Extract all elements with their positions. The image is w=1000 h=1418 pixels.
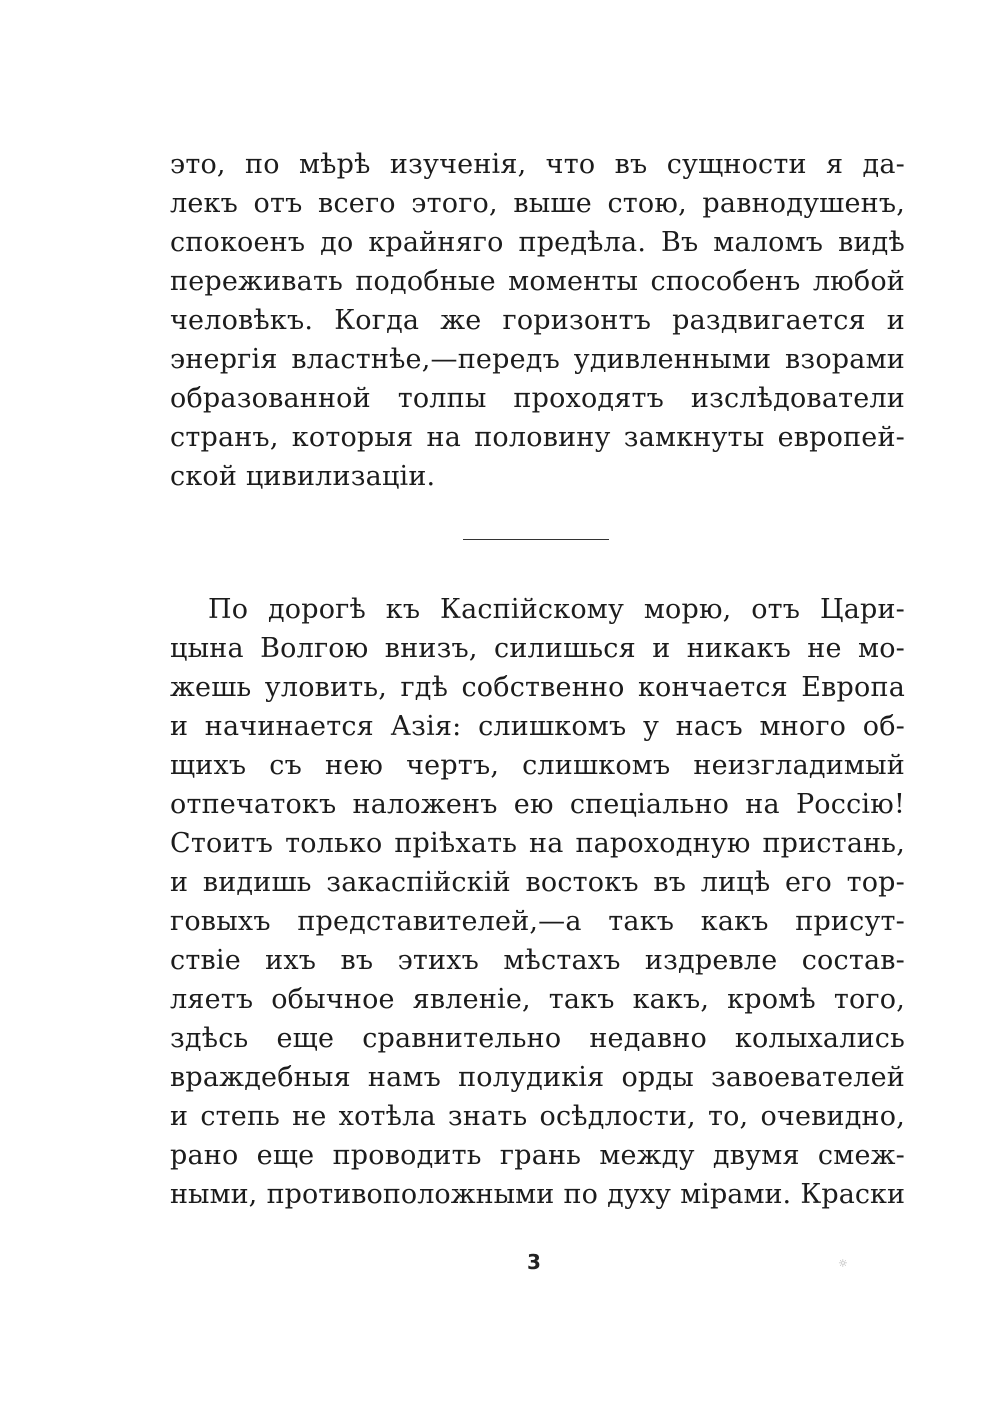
scan-speck-icon: ☼ <box>838 1257 848 1270</box>
text-line: ными, противоположными по духу мірами. Краски <box>170 1179 905 1210</box>
text-line: рано еще проводить грань между двумя смеж- <box>170 1140 905 1171</box>
text-line: ляетъ обычное явленіе, такъ какъ, кромѣ того, <box>170 984 905 1015</box>
paragraph-new-section <box>170 590 905 1214</box>
text-line: ствіе ихъ въ этихъ мѣстахъ издревле состав- <box>170 945 905 976</box>
text-line: энергія властнѣе,—передъ удивленными взорами <box>170 344 905 375</box>
text-line: ской цивилизаціи. <box>170 461 436 492</box>
text-line: цына Волгою внизъ, силишься и никакъ не мо- <box>170 633 905 664</box>
text-line: образованной толпы проходятъ изслѣдователи <box>170 383 905 414</box>
text-line: и степь не хотѣла знать осѣдлости, то, очевидно, <box>170 1101 905 1132</box>
text-line: щихъ съ нею чертъ, слишкомъ неизгладимый <box>170 750 905 781</box>
text-line: враждебныя намъ полудикія орды завоевателей <box>170 1062 905 1093</box>
text-line: говыхъ представителей,—а такъ какъ присут- <box>170 906 905 937</box>
text-line: странъ, которыя на половину замкнуты европей- <box>170 422 905 453</box>
text-line: отпечатокъ наложенъ ею спеціально на Россію! <box>170 789 905 820</box>
text-line: и видишь закаспійскій востокъ въ лицѣ его тор- <box>170 867 905 898</box>
paragraph-continued <box>170 145 905 496</box>
text-line: жешь уловить, гдѣ собственно кончается Европа <box>170 672 905 703</box>
text-line: спокоенъ до крайняго предѣла. Въ маломъ видѣ <box>170 227 905 258</box>
text-line: человѣкъ. Когда же горизонтъ раздвигается и <box>170 305 905 336</box>
text-line: переживать подобные моменты способенъ любой <box>170 266 905 297</box>
text-line: Стоитъ только пріѣхать на пароходную пристань, <box>170 828 905 859</box>
text-line: и начинается Азія: слишкомъ у насъ много об- <box>170 711 905 742</box>
text-line: лекъ отъ всего этого, выше стою, равнодушенъ, <box>170 188 905 219</box>
section-separator <box>463 539 609 540</box>
text-line: По дорогѣ къ Каспійскому морю, отъ Цари- <box>208 594 905 625</box>
text-line: здѣсь еще сравнительно недавно колыхались <box>170 1023 905 1054</box>
page-number: 3 <box>527 1250 541 1274</box>
text-line: это, по мѣрѣ изученія, что въ сущности я да- <box>170 149 905 180</box>
